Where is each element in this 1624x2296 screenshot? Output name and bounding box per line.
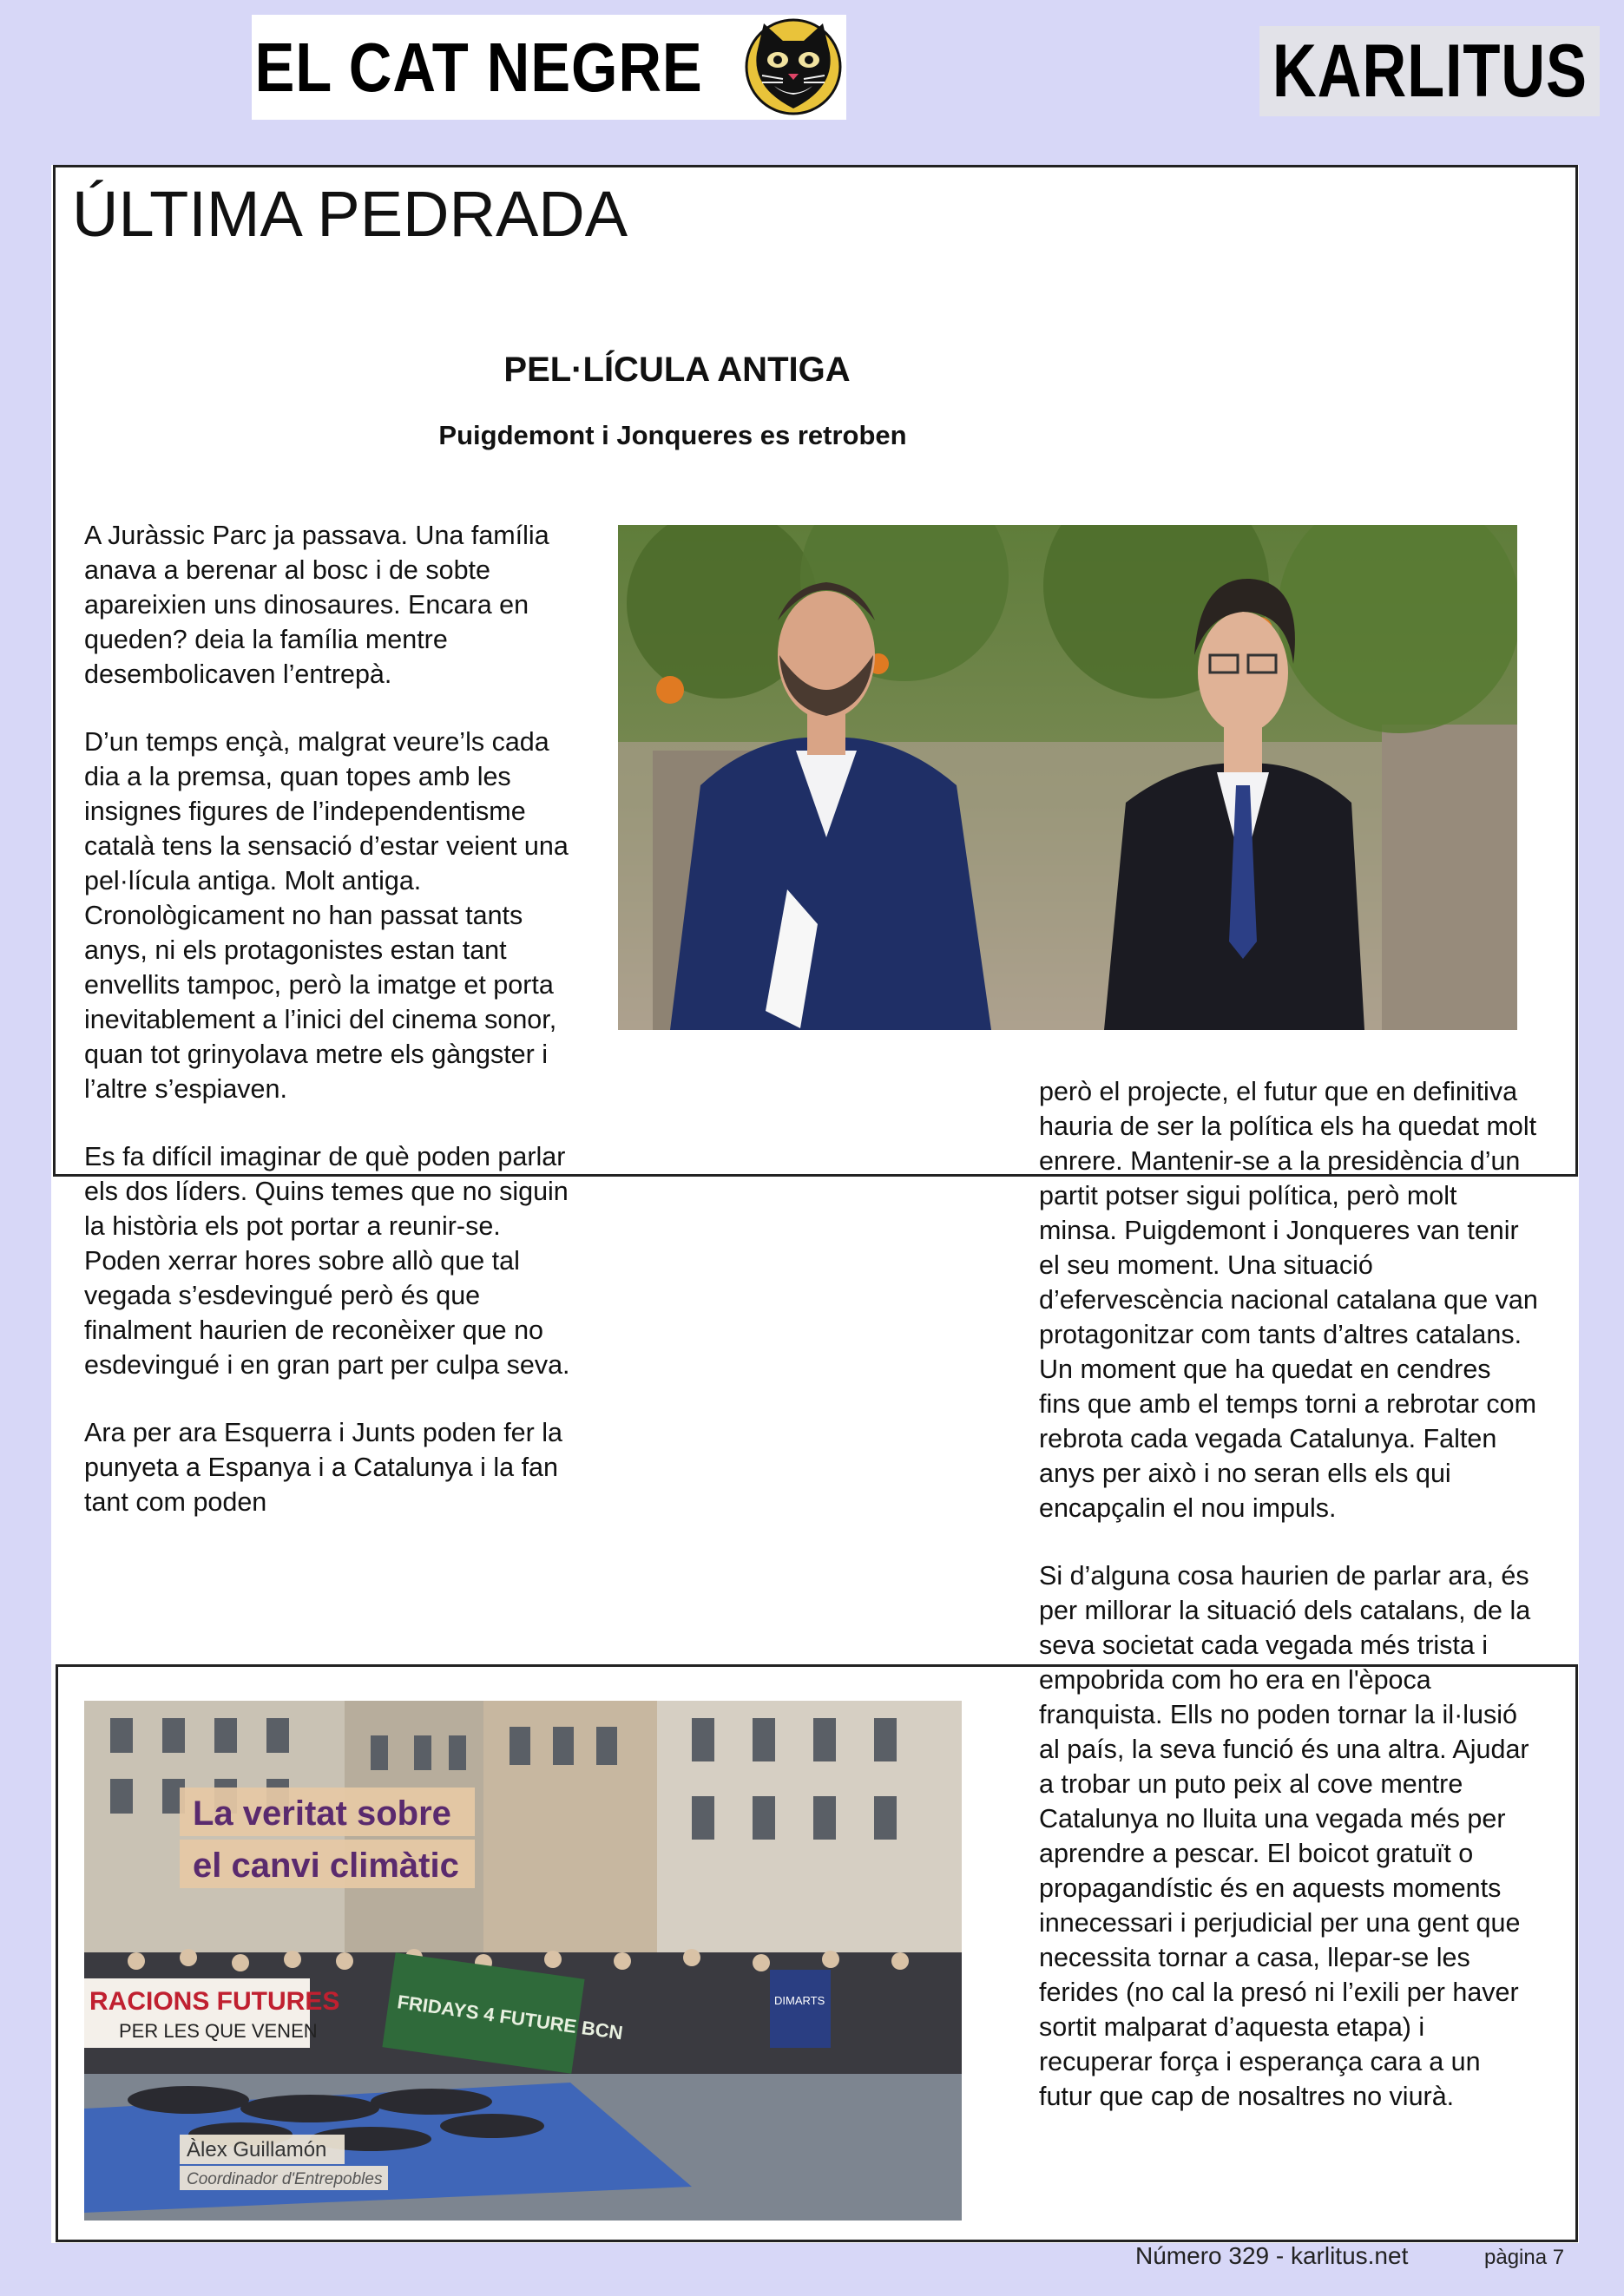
cat-face-icon xyxy=(745,18,843,116)
sign-right-text: DIMARTS xyxy=(774,1994,825,2007)
footer-issue: Número 329 - karlitus.net xyxy=(1135,2242,1409,2269)
paragraph: Es fa difícil imaginar de què poden parlar els dos líders. Quins temes que no siguin la història els pot portar a reunir-se. Poden xerrar hores sobre allò que tal vegada s’esdevingué però és que finalment haurien de reconèixer que no esdevingué i en gran part per culpa seva. xyxy=(84,1142,570,1380)
el-cat-negre-logo xyxy=(252,15,846,120)
paragraph: Ara per ara Esquerra i Junts poden fer la punyeta a Espanya i a Catalunya i la fan tant com poden xyxy=(84,1418,562,1517)
logo-left-text: EL CAT NEGRE xyxy=(254,28,703,106)
article-headline: PEL·LÍCULA ANTIGA xyxy=(503,351,851,389)
right-column xyxy=(1039,1074,1538,2147)
left-column xyxy=(84,518,570,1552)
karlitus-logo xyxy=(1259,26,1600,116)
section-title: ÚLTIMA PEDRADA xyxy=(72,178,628,250)
article-subheadline: Puigdemont i Jonqueres es retroben xyxy=(438,420,907,450)
banner-center-text: FRIDAYS 4 FUTURE BCN xyxy=(396,1991,625,2044)
logo-right-text: KARLITUS xyxy=(1272,29,1588,113)
protest-photo xyxy=(84,1701,962,2221)
banner-left-subtext: PER LES QUE VENEN xyxy=(119,2020,318,2042)
paragraph: D’un temps ençà, malgrat veure’ls cada dia a la premsa, quan topes amb les insignes figures de l’independentisme català tens la sensació d’estar veient una pel·lícula antiga. Molt antiga. Cronològicament no han passat tants anys, ni els protagonistes estan tant envellits tampoc, però la imatge et porta inevitablement a l’inici del cinema sonor, quan tot grinyolava metre els gàngster i l’altre s’espiaven. xyxy=(84,727,569,1104)
paragraph: A Juràssic Parc ja passava. Una família anava a berenar al bosc i de sobte apareixien uns dinosaures. Encara en queden? deia la família mentre desembolicaven l’entrepà. xyxy=(84,521,549,689)
footer-page-number: pàgina 7 xyxy=(1484,2246,1565,2269)
politicians-photo xyxy=(618,525,1517,1030)
banner-left-text: RACIONS FUTURES xyxy=(89,1987,340,2016)
politicians-illustration xyxy=(618,525,1517,1030)
protest-headline-line1: La veritat sobre xyxy=(193,1794,451,1833)
paragraph: Si d’alguna cosa haurien de parlar ara, és per millorar la situació dels catalans, de la seva societat cada vegada més trista i empobrida com ho era en l'època franquista. Ells no poden tornar la il·lusió al país, la seva funció és una altra. Ajudar a trobar un puto peix al cove mentre Catalunya no lluita una vegada més per aprendre a pescar. El boicot gratuït o propagandístic és en aquests moments innecessari i perjudicial per una gent que necessita tornar a casa, llepar-se les ferides (no cal la presó ni l’exili per haver sortit malparat d’aquesta etapa) i recuperar força i esperança cara a un futur que cap de nosaltres no viurà. xyxy=(1039,1561,1531,2111)
protest-headline-line2: el canvi climàtic xyxy=(193,1847,459,1885)
protest-illustration xyxy=(84,1701,962,2221)
author-role: Coordinador d'Entrepobles xyxy=(187,2170,383,2188)
author-name: Àlex Guillamón xyxy=(187,2138,327,2162)
paragraph: però el projecte, el futur que en definitiva hauria de ser la política els ha quedat molt enrere. Mantenir-se a la presidència d’un partit potser sigui política, però molt minsa. Puigdemont i Jonqueres van tenir el seu moment. Una situació d’efervescència nacional catalana que van protagonitzar com tants d’altres catalans. Un moment que ha quedat en cendres fins que amb el temps torni a rebrotar com rebrota cada vegada Catalunya. Falten anys per això i no seran ells els qui encapçalin el nou impuls. xyxy=(1039,1077,1538,1523)
